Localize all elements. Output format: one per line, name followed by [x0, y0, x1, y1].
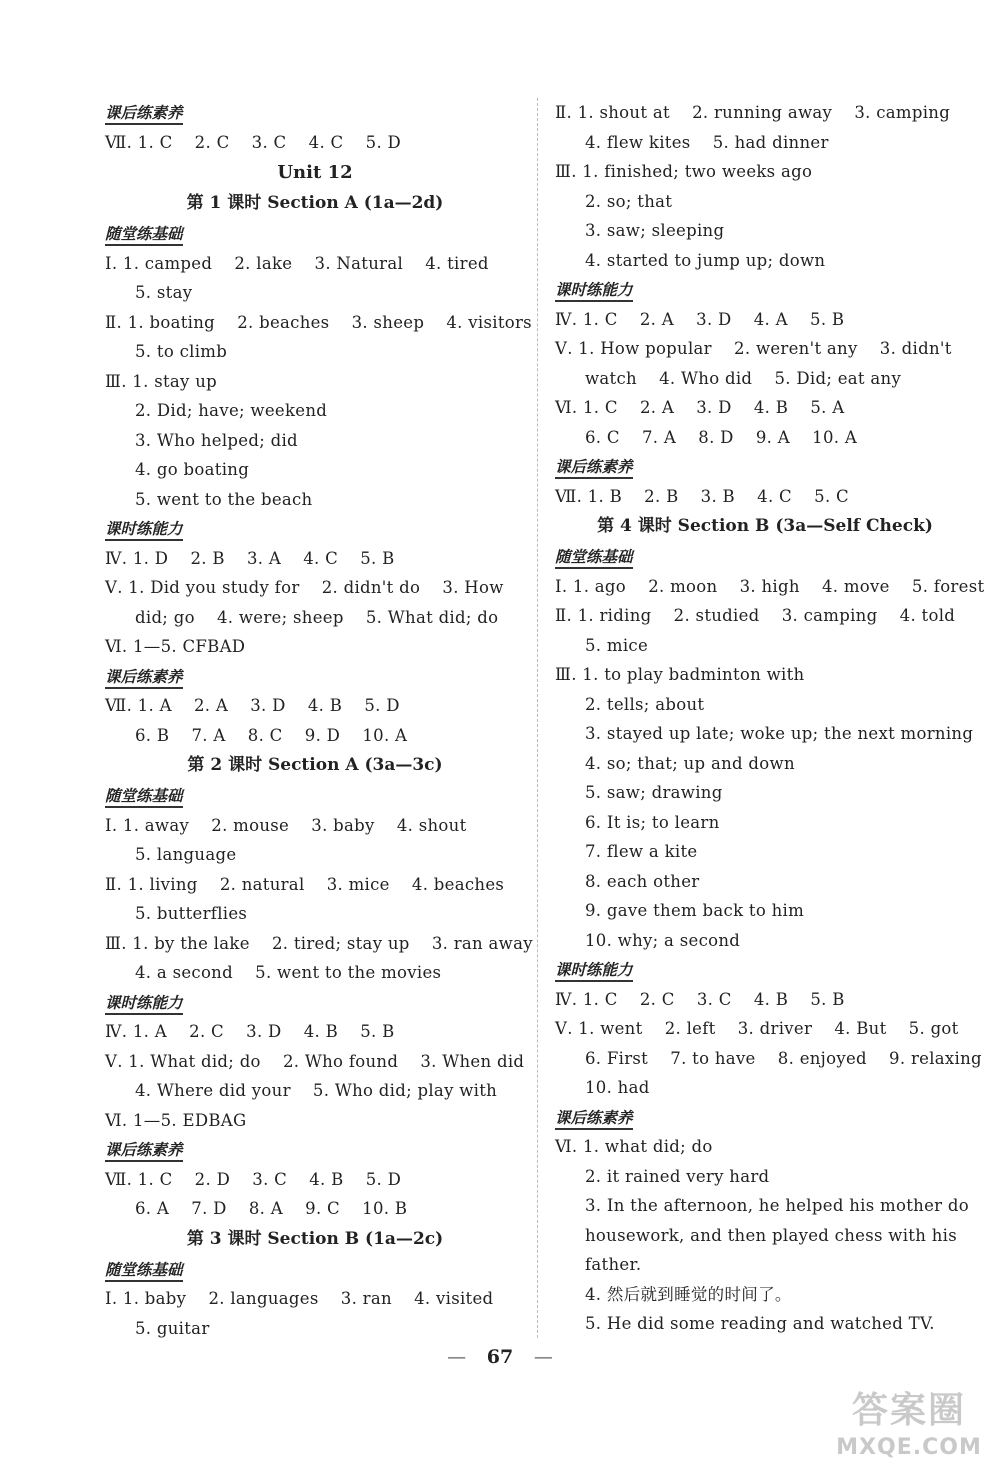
watermark-top-text: 答案圈 — [851, 1390, 966, 1431]
answer-line: Ⅲ. 1. by the lake 2. tired; stay up 3. ran away — [105, 933, 533, 953]
section-heading — [555, 452, 975, 482]
answer-line: 6. First 7. to have 8. enjoyed 9. relaxing — [585, 1048, 982, 1068]
answer-line: Ⅵ. 1—5. EDBAG — [105, 1110, 247, 1130]
answer-line: 5. language — [135, 845, 237, 864]
section-heading — [555, 1103, 975, 1133]
answer-line: 4. flew kites 5. had dinner — [585, 132, 829, 152]
lesson-title: 第 3 课时 Section B (1a—2c) — [186, 1228, 444, 1249]
answer-line: 7. flew a kite — [585, 842, 698, 861]
answer-line: 5. saw; drawing — [585, 783, 723, 802]
answer-line: Ⅱ. 1. boating 2. beaches 3. sheep 4. visitors — [105, 312, 532, 332]
answer-line: 6. C 7. A 8. D 9. A 10. A — [585, 427, 858, 447]
answer-line: Ⅰ. 1. away 2. mouse 3. baby 4. shout — [105, 815, 467, 835]
footer-dash-left: — — [447, 1346, 467, 1368]
lesson-title: 第 2 课时 Section A (3a—3c) — [187, 755, 443, 775]
answer-line: 4. Where did your 5. Who did; play with — [135, 1081, 498, 1100]
answer-line: 5. went to the beach — [135, 489, 313, 509]
answer-line: 6. B 7. A 8. C 9. D 10. A — [135, 725, 408, 745]
answer-line: Ⅴ. 1. Did you study for 2. didn't do 3. How — [105, 578, 504, 597]
answer-line: Ⅶ. 1. C 2. C 3. C 4. C 5. D — [105, 132, 402, 152]
answer-line: 6. A 7. D 8. A 9. C 10. B — [135, 1199, 408, 1218]
answer-line: 5. He did some reading and watched TV. — [585, 1314, 935, 1333]
answer-line: Ⅳ. 1. C 2. A 3. D 4. A 5. B — [555, 309, 845, 329]
section-heading — [105, 1135, 525, 1165]
answer-line: Ⅴ. 1. What did; do 2. Who found 3. When did — [105, 1051, 525, 1071]
lesson-title: 第 1 课时 Section A (1a—2d) — [186, 193, 444, 213]
section-heading-label: 课时练能力 — [555, 961, 633, 982]
answer-line: 5. to climb — [135, 342, 228, 361]
answer-line: 2. tells; about — [585, 694, 705, 714]
page-number: 67 — [486, 1346, 514, 1368]
section-heading — [555, 542, 975, 572]
right-column — [555, 98, 985, 1339]
answer-line: 5. stay — [135, 283, 193, 302]
answer-line: 5. mice — [585, 635, 649, 655]
answer-line: Ⅱ. 1. shout at 2. running away 3. camping — [555, 103, 951, 122]
answer-line: Ⅴ. 1. How popular 2. weren't any 3. didn't — [555, 339, 952, 358]
section-heading — [105, 219, 525, 249]
section-heading — [105, 988, 525, 1018]
answer-line: 4. started to jump up; down — [585, 250, 826, 270]
answer-line: 9. gave them back to him — [585, 901, 805, 920]
section-heading — [105, 514, 525, 544]
section-heading-label: 随堂练基础 — [105, 787, 183, 808]
answer-line: 4. a second 5. went to the movies — [135, 963, 442, 982]
answer-line: 3. saw; sleeping — [585, 221, 725, 240]
lesson-title: 第 4 课时 Section B (3a—Self Check) — [597, 516, 933, 536]
answer-line: Ⅶ. 1. C 2. D 3. C 4. B 5. D — [105, 1169, 402, 1189]
answer-line: 6. It is; to learn — [585, 812, 720, 832]
section-heading — [105, 781, 525, 811]
section-heading-label: 随堂练基础 — [555, 548, 633, 569]
section-heading — [105, 98, 525, 128]
answer-line: 3. Who helped; did — [135, 430, 298, 450]
answer-line: 2. so; that — [585, 191, 673, 211]
section-heading — [555, 955, 975, 985]
section-heading — [105, 1255, 525, 1285]
answer-line: Ⅵ. 1. C 2. A 3. D 4. B 5. A — [555, 398, 845, 417]
answer-line: father. — [585, 1255, 642, 1274]
section-heading-label: 课后练素养 — [555, 458, 633, 479]
answer-line: Ⅰ. 1. camped 2. lake 3. Natural 4. tired — [105, 253, 489, 273]
section-heading-label: 课时练能力 — [105, 520, 183, 541]
answer-line: Ⅵ. 1. what did; do — [555, 1137, 713, 1156]
answer-line: Ⅵ. 1—5. CFBAD — [105, 637, 246, 656]
answer-line: 10. had — [585, 1078, 650, 1097]
answer-line: 3. stayed up late; woke up; the next morning — [585, 724, 974, 743]
answer-line: 4. so; that; up and down — [585, 753, 795, 773]
section-heading-label: 课时练能力 — [105, 994, 183, 1015]
section-heading — [105, 662, 525, 692]
answer-line: housework, and then played chess with his — [585, 1225, 957, 1245]
section-heading-label: 课后练素养 — [555, 1109, 633, 1130]
section-heading-label: 课后练素养 — [105, 668, 183, 689]
answer-line: 4. go boating — [135, 460, 250, 479]
watermark-bottom-text: MXQE.COM — [836, 1435, 982, 1460]
answer-line: Ⅱ. 1. riding 2. studied 3. camping 4. told — [555, 606, 956, 625]
answer-line: 8. each other — [585, 871, 700, 891]
answer-line: Ⅴ. 1. went 2. left 3. driver 4. But 5. got — [555, 1019, 959, 1038]
unit-title: Unit 12 — [277, 162, 353, 183]
section-heading — [555, 275, 975, 305]
answer-line: Ⅰ. 1. baby 2. languages 3. ran 4. visited — [105, 1289, 494, 1308]
left-column — [105, 98, 533, 1343]
section-heading-label: 课后练素养 — [105, 104, 183, 125]
answer-line: did; go 4. were; sheep 5. What did; do — [135, 607, 499, 627]
answer-line: Ⅳ. 1. C 2. C 3. C 4. B 5. B — [555, 989, 845, 1009]
answer-line: Ⅶ. 1. B 2. B 3. B 4. C 5. C — [555, 486, 849, 506]
section-heading-label: 随堂练基础 — [105, 1261, 183, 1282]
section-heading-label: 课后练素养 — [105, 1141, 183, 1162]
answer-line: Ⅳ. 1. D 2. B 3. A 4. C 5. B — [105, 548, 395, 568]
answer-line: 2. Did; have; weekend — [135, 401, 328, 420]
answer-line: Ⅲ. 1. stay up — [105, 371, 217, 391]
answer-line: Ⅲ. 1. to play badminton with — [555, 665, 805, 684]
answer-line: 3. In the afternoon, he helped his mother do — [585, 1196, 969, 1215]
section-heading-label: 随堂练基础 — [105, 225, 183, 246]
answer-line: watch 4. Who did 5. Did; eat any — [585, 368, 902, 388]
answer-line: 5. butterflies — [135, 904, 248, 923]
page-number-footer — [0, 1346, 1000, 1368]
answer-line: Ⅰ. 1. ago 2. moon 3. high 4. move 5. forest — [555, 576, 985, 596]
answer-line: Ⅱ. 1. living 2. natural 3. mice 4. beaches — [105, 874, 505, 894]
column-divider — [537, 98, 538, 1338]
answer-line: 2. it rained very hard — [585, 1166, 770, 1186]
section-heading-label: 课时练能力 — [555, 281, 633, 302]
answer-line: 10. why; a second — [585, 930, 741, 950]
answer-line: Ⅳ. 1. A 2. C 3. D 4. B 5. B — [105, 1022, 395, 1041]
answer-line: Ⅲ. 1. finished; two weeks ago — [555, 162, 813, 181]
answer-line: 5. guitar — [135, 1318, 210, 1338]
answer-line: Ⅶ. 1. A 2. A 3. D 4. B 5. D — [105, 696, 400, 715]
footer-dash-right: — — [533, 1346, 553, 1368]
answer-line: 4. 然后就到睡觉的时间了。 — [585, 1284, 792, 1304]
site-watermark-logo — [824, 1388, 994, 1474]
